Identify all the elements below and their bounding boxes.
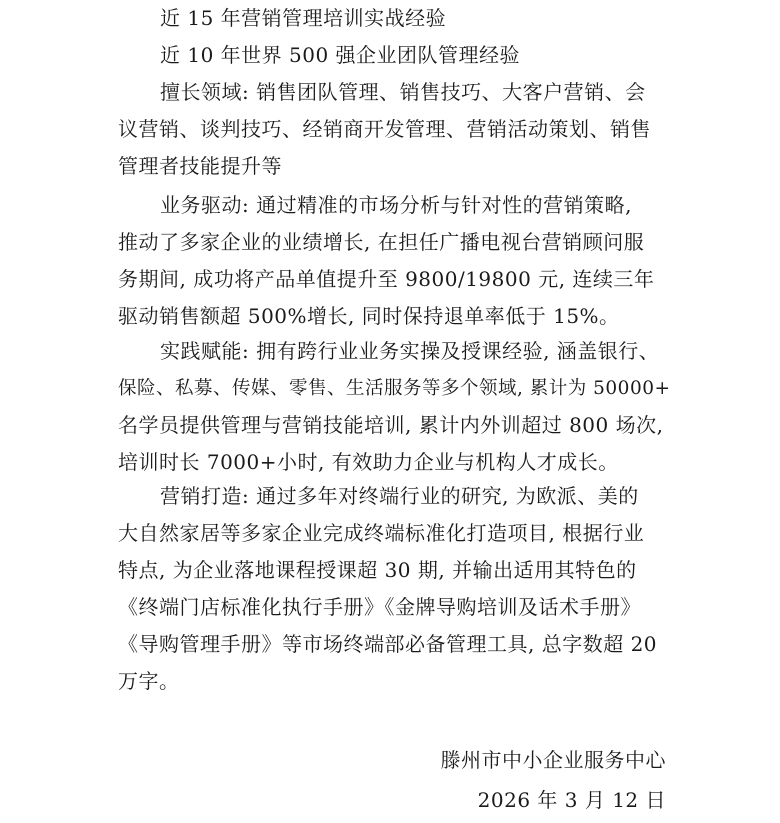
paragraph-line: 《导购管理手册》等市场终端部必备管理工具, 总字数超 20 <box>118 632 658 656</box>
paragraph-line: 推动了多家企业的业绩增长, 在担任广播电视台营销顾问服 <box>118 230 645 254</box>
paragraph-line: 务期间, 成功将产品单值提升至 9800/19800 元, 连续三年 <box>118 267 655 291</box>
paragraph-line: 《终端门店标准化执行手册》《金牌导购培训及话术手册》 <box>118 595 641 619</box>
paragraph-line: 大自然家居等多家企业完成终端标准化打造项目, 根据行业 <box>118 521 645 545</box>
signature-date: 2026 年 3 月 12 日 <box>477 788 666 812</box>
paragraph-line: 保险、私募、传媒、零售、生活服务等多个领域, 累计为 50000+ <box>118 378 671 399</box>
paragraph-line: 营销打造: 通过多年对终端行业的研究, 为欧派、美的 <box>160 484 639 508</box>
experience-line: 近 10 年世界 500 强企业团队管理经验 <box>160 43 521 67</box>
practice-paragraph <box>118 333 678 481</box>
paragraph-line: 擅长领域: 销售团队管理、销售技巧、大客户营销、会 <box>160 80 646 104</box>
paragraph-line: 万字。 <box>118 669 180 693</box>
experience-line: 近 15 年营销管理培训实战经验 <box>160 6 447 30</box>
business-driver-paragraph <box>118 187 678 335</box>
paragraph-line: 特点, 为企业落地课程授课超 30 期, 并输出适用其特色的 <box>118 558 637 582</box>
paragraph-line: 实践赋能: 拥有跨行业业务实操及授课经验, 涵盖银行、 <box>160 339 660 363</box>
paragraph-line: 驱动销售额超 500%增长, 同时保持退单率低于 15%。 <box>118 304 620 328</box>
paragraph-line: 培训时长 7000+小时, 有效助力企业与机构人才成长。 <box>118 450 619 474</box>
paragraph-line: 业务驱动: 通过精准的市场分析与针对性的营销策略, <box>160 193 632 217</box>
experience-10-years <box>118 37 678 74</box>
signature-organization: 滕州市中小企业服务中心 <box>440 748 666 772</box>
paragraph-line: 管理者技能提升等 <box>118 154 282 178</box>
expertise-paragraph <box>118 74 678 185</box>
marketing-paragraph <box>118 478 678 700</box>
paragraph-line: 名学员提供管理与营销技能培训, 累计内外训超过 800 场次, <box>118 413 664 437</box>
experience-15-years <box>118 0 678 37</box>
paragraph-line: 议营销、谈判技巧、经销商开发管理、营销活动策划、销售 <box>118 117 651 141</box>
